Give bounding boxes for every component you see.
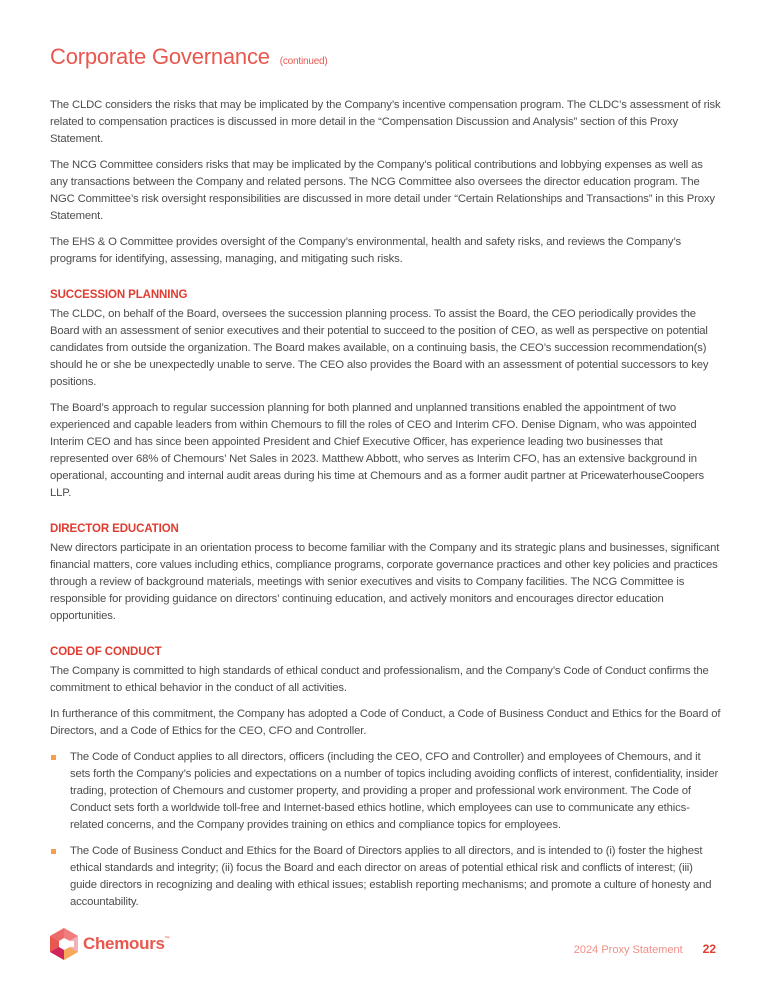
page-footer <box>574 942 716 956</box>
chemours-logo <box>48 927 169 961</box>
chemours-hexagon-logo-icon <box>48 927 80 961</box>
page-title-continued: (continued) <box>279 56 328 67</box>
square-bullet-icon <box>51 849 56 854</box>
section-heading: DIRECTOR EDUCATION <box>50 523 179 535</box>
intro-section <box>50 97 722 268</box>
paragraph: The Board’s approach to regular succession planning for both planned and unplanned transitions enabled the appointment of two experienced and capable leaders from within Chemours to fill the roles of CEO and Interim CFO. Denise Dignam, who was appointed Interim CEO and has since been appointed President and Chief Executive Officer, has experience leading two businesses that represented over 68% of Chemours’ Net Sales in 2023. Matthew Abbott, who serves as Interim CFO, has an extensive background in operational, accounting and internal audit areas during his time at Chemours and as a former audit partner at PricewaterhouseCoopers LLP. <box>50 402 705 499</box>
section-director-education <box>50 523 722 625</box>
document-name: 2024 Proxy Statement <box>573 944 683 956</box>
list-item-text: The Code of Conduct applies to all directors, officers (including the CEO, CFO and Controller) and employees of Chemours, and it sets forth the Company’s policies and expectations on a number of topics including avoiding conflicts of interest, confidentiality, insider trading, protection of Chemours and customer property, and providing a proper and professional work environment. The Code of Conduct sets forth a worldwide toll-free and Internet-based ethics hotline, which employees can use to communicate any ethics-related concerns, and the Company provides training on ethics and compliance topics for employees. <box>70 751 719 831</box>
list-item-text: The Code of Business Conduct and Ethics for the Board of Directors applies to all directors, and is intended to (i) foster the highest ethical standards and integrity; (ii) focus the Board and each director on areas of potential ethical risk and conflicts of interest; (iii) guide directors in recognizing and dealing with ethical issues; establish reporting mechanisms; and promote a culture of honesty and accountability. <box>70 845 712 908</box>
square-bullet-icon <box>51 755 56 760</box>
paragraph: The NCG Committee considers risks that may be implicated by the Company’s political contributions and lobbying expenses as well as any transactions between the Company and related persons. The NCG Committee also oversees the director education program. The NGC Committee’s risk oversight responsibilities are discussed in more detail under “Certain Relationships and Transactions” in this Proxy Statement. <box>50 159 715 222</box>
paragraph: The EHS & O Committee provides oversight of the Company’s environmental, health and safety risks, and reviews the Company’s programs for identifying, assessing, managing, and mitigating such risks. <box>50 236 682 265</box>
section-code-of-conduct <box>50 646 722 911</box>
page-content <box>50 97 722 920</box>
list-item <box>50 843 722 911</box>
section-succession-planning <box>50 289 722 502</box>
logo-wordmark: Chemours™ <box>83 934 170 953</box>
page-title <box>50 44 328 70</box>
paragraph: The CLDC, on behalf of the Board, oversees the succession planning process. To assist the Board, the CEO periodically provides the Board with an assessment of senior executives and their potential to succeed to the position of CEO, as well as perspective on potential candidates from outside the organization. The Board makes available, on a continuing basis, the CEO’s succession recommendation(s) should he or she be unexpectedly unable to serve. The CEO also provides the Board with an assessment of potential successors to key positions. <box>50 308 709 388</box>
paragraph: In furtherance of this commitment, the Company has adopted a Code of Conduct, a Code of Business Conduct and Ethics for the Board of Directors, and a Code of Ethics for the CEO, CFO and Controller. <box>50 708 721 737</box>
section-heading: CODE OF CONDUCT <box>50 646 162 658</box>
list-item <box>50 749 722 834</box>
bullet-list <box>50 749 722 911</box>
page-number: 22 <box>702 942 716 956</box>
paragraph: The CLDC considers the risks that may be implicated by the Company’s incentive compensation program. The CLDC’s assessment of risk related to compensation practices is discussed in more detail in the “Compensation Discussion and Analysis” section of this Proxy Statement. <box>50 99 721 145</box>
paragraph: The Company is committed to high standards of ethical conduct and professionalism, and the Company’s Code of Conduct confirms the commitment to ethical behavior in the conduct of all activities. <box>50 665 709 694</box>
section-heading: SUCCESSION PLANNING <box>50 289 188 301</box>
page-title-text: Corporate Governance <box>50 44 270 69</box>
paragraph: New directors participate in an orientation process to become familiar with the Company and its strategic plans and businesses, significant financial matters, core values including ethics, compliance programs, corporate governance practices and other key policies and practices through a review of background materials, meetings with senior executives and visits to Company facilities. The NCG Committee is responsible for providing guidance on directors’ continuing education, and actively monitors and encourages director education opportunities. <box>50 542 720 622</box>
